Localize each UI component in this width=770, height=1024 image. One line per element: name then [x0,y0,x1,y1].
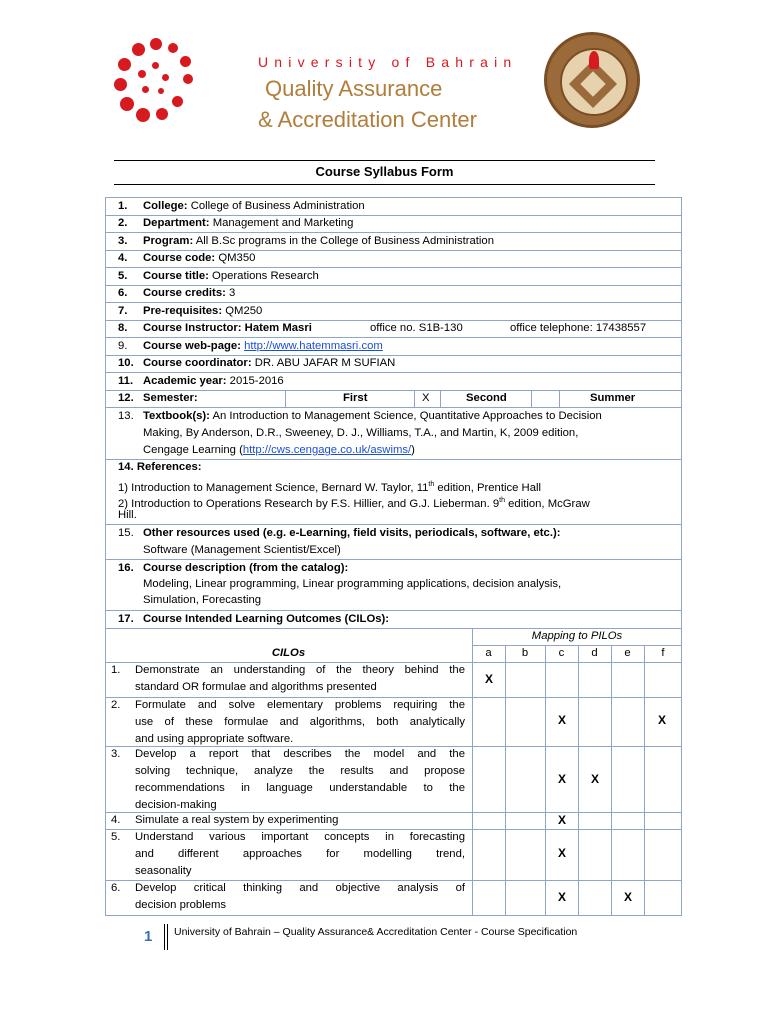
item-credits: Course credits: 3 [143,287,236,299]
item-webpage: Course web-page: http://www.hatemmasri.com [143,340,383,352]
webpage-link[interactable]: http://www.hatemmasri.com [244,340,383,352]
item-course-code: Course code: QM350 [143,252,256,264]
item-number: 10. [118,357,134,369]
qaac-logo-icon [112,38,196,122]
description-line1: Modeling, Linear programming, Linear programming applications, decision analysis, [143,578,562,590]
mapping-header: Mapping to PILOs [531,630,623,642]
title-rule-bottom [114,184,655,185]
cilo-6-mark-e: X [623,890,632,904]
pilo-col-a: a [485,647,492,659]
title-rule-top [114,160,655,161]
center-name-line2: & Accreditation Center [258,107,477,132]
cilo-text: Develop critical thinking and objective analysis of decision problems [135,882,465,911]
page-number: 1 [144,928,153,945]
item-college: College: College of Business Administration [143,200,365,212]
cilo-5-mark-c: X [557,846,566,860]
cilo-number: 3. [111,748,121,760]
pilo-col-f: f [661,647,665,659]
footer-text: University of Bahrain – Quality Assurance& Accreditation Center - Course Specification [174,926,578,938]
other-resources-value: Software (Management Scientist/Excel) [143,544,341,556]
instructor-phone: office telephone: 17438557 [510,322,647,334]
cilos-heading: Course Intended Learning Outcomes (CILOs): [143,613,390,625]
item-number: 4. [118,252,128,264]
textbook-line1: Textbook(s): An Introduction to Management Science, Quantitative Approaches to Decision [143,410,602,422]
description-line2: Simulation, Forecasting [143,594,262,606]
item-academic-year: Academic year: 2015-2016 [143,375,284,387]
university-name: University of Bahrain [258,54,518,70]
semester-mark: X [422,392,430,404]
cilo-text: Simulate a real system by experimenting [135,814,339,826]
cilo-number: 6. [111,882,121,894]
cilo-2-mark-c: X [557,713,566,727]
semester-second: Second [466,392,507,404]
item-program: Program: All B.Sc programs in the College of Business Administration [143,235,494,247]
cilo-2-mark-f: X [657,713,666,727]
description-label: Course description (from the catalog): [143,562,349,574]
textbook-line3: Cengage Learning (http://cws.cengage.co.uk/aswims/) [143,444,415,456]
item-number: 17. [118,613,134,625]
reference-1: 1) Introduction to Management Science, Bernard W. Taylor, 11th edition, Prentice Hall [118,481,542,494]
cilo-text: Demonstrate an understanding of the theory behind the standard OR formulae and algorithms presented [135,664,465,693]
center-name-line1: Quality Assurance [265,76,443,101]
cilo-3-mark-c: X [557,772,566,786]
item-number: 16. [118,562,134,574]
item-number: 12. [118,392,134,404]
item-number: 8. [118,322,128,334]
cilo-4-mark-c: X [557,813,566,827]
item-number: 6. [118,287,128,299]
cilo-text: Understand various important concepts in forecasting and different approaches for modelling trend, seasonality [135,831,465,877]
item-number: 9. [118,340,128,352]
cilo-number: 4. [111,814,121,826]
form-title: Course Syllabus Form [315,164,454,179]
references-heading: 14. References: [118,461,202,473]
reference-2: 2) Introduction to Operations Research by F.S. Hillier, and G.J. Lieberman. 9th edition, McGraw [118,497,590,510]
semester-label: Semester: [143,392,198,404]
item-coordinator: Course coordinator: DR. ABU JAFAR M SUFIAN [143,357,396,369]
university-seal-icon [544,32,640,128]
item-number: 13. [118,410,134,422]
cilo-3-mark-d: X [590,772,599,786]
item-number: 11. [118,375,134,387]
item-number: 5. [118,270,128,282]
cilo-text: Formulate and solve elementary problems requiring the use of these formulae and algorithms, both analytically and using appropriate software. [135,699,465,745]
item-number: 1. [118,200,128,212]
other-resources-label: Other resources used (e.g. e-Learning, field visits, periodicals, software, etc.): [143,527,561,539]
pilo-col-b: b [521,647,529,659]
cilo-1-mark-a: X [484,672,493,686]
item-number: 3. [118,235,128,247]
instructor-office: office no. S1B-130 [370,322,463,334]
cilo-number: 5. [111,831,121,843]
item-course-title: Course title: Operations Research [143,270,319,282]
pilo-col-c: c [558,647,565,659]
textbook-link[interactable]: http://cws.cengage.co.uk/aswims/ [242,444,412,456]
semester-first: First [343,392,368,404]
semester-summer: Summer [590,392,636,404]
pilo-col-e: e [624,647,631,659]
textbook-line2: Making, By Anderson, D.R., Sweeney, D. J., Williams, T.A., and Martin, K, 2009 edition, [143,427,579,439]
item-instructor: Course Instructor: Hatem Masri [143,322,312,334]
cilos-header: CILOs [271,647,306,659]
item-number: 15. [118,527,134,539]
cilo-number: 2. [111,699,121,711]
item-department: Department: Management and Marketing [143,217,354,229]
item-prerequisites: Pre-requisites: QM250 [143,305,263,317]
cilo-number: 1. [111,664,121,676]
cilo-text: Develop a report that describes the model and the solving technique, analyze the results and propose recommendations in language understandable to the decision-making [135,748,465,811]
cilo-6-mark-c: X [557,890,566,904]
reference-2-cont: Hill. [118,509,137,521]
pilo-col-d: d [591,647,598,659]
item-number: 7. [118,305,128,317]
item-number: 2. [118,217,128,229]
